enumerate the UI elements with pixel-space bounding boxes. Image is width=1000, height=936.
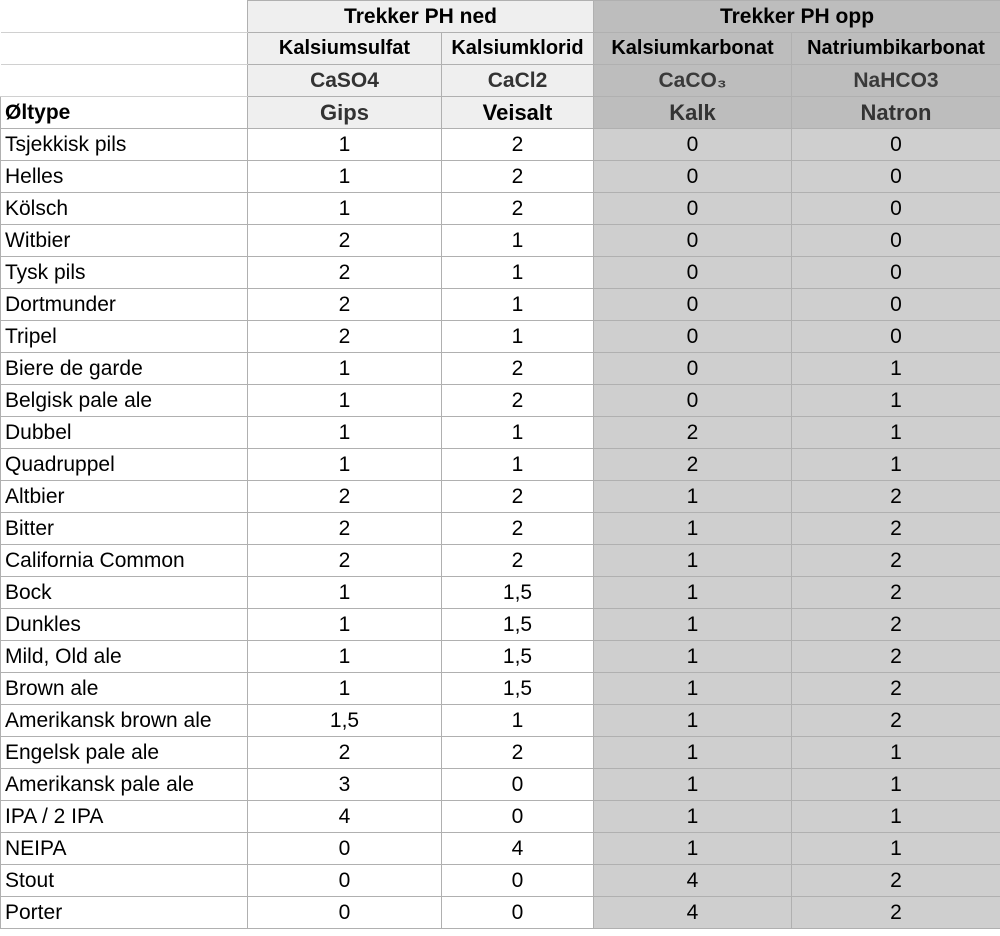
- beer-type-cell: Tsjekkisk pils: [1, 129, 248, 161]
- beer-type-cell: Quadruppel: [1, 449, 248, 481]
- amount-cell: 0: [792, 161, 1000, 193]
- beer-type-cell: Engelsk pale ale: [1, 737, 248, 769]
- amount-cell: 1: [442, 289, 594, 321]
- table-row: [1, 481, 1000, 513]
- amount-cell: 2: [792, 545, 1000, 577]
- beer-type-cell: Kölsch: [1, 193, 248, 225]
- amount-cell: 2: [248, 321, 442, 353]
- amount-cell: 1: [594, 673, 792, 705]
- amount-cell: 0: [792, 193, 1000, 225]
- chemical-name-row: [1, 33, 1000, 65]
- chemical-name-cell: Kalsiumkarbonat: [594, 33, 792, 65]
- amount-cell: 0: [442, 769, 594, 801]
- amount-cell: 2: [248, 257, 442, 289]
- amount-cell: 0: [442, 897, 594, 929]
- amount-cell: 2: [248, 737, 442, 769]
- table-row: [1, 577, 1000, 609]
- amount-cell: 4: [594, 897, 792, 929]
- table-row: [1, 897, 1000, 929]
- amount-cell: 1: [792, 385, 1000, 417]
- common-name-row: [1, 97, 1000, 129]
- table-row: [1, 545, 1000, 577]
- amount-cell: 0: [248, 833, 442, 865]
- amount-cell: 0: [594, 353, 792, 385]
- amount-cell: 1: [248, 353, 442, 385]
- amount-cell: 1: [594, 545, 792, 577]
- amount-cell: 1,5: [442, 673, 594, 705]
- amount-cell: 1: [792, 833, 1000, 865]
- amount-cell: 1: [594, 801, 792, 833]
- table-row: [1, 385, 1000, 417]
- amount-cell: 0: [442, 865, 594, 897]
- amount-cell: 1,5: [442, 609, 594, 641]
- amount-cell: 0: [594, 385, 792, 417]
- amount-cell: 2: [792, 513, 1000, 545]
- amount-cell: 4: [594, 865, 792, 897]
- beer-type-cell: Bock: [1, 577, 248, 609]
- amount-cell: 2: [248, 513, 442, 545]
- amount-cell: 0: [792, 257, 1000, 289]
- table-row: [1, 225, 1000, 257]
- common-name-cell: Natron: [792, 97, 1000, 129]
- amount-cell: 1: [594, 769, 792, 801]
- amount-cell: 1: [594, 609, 792, 641]
- beer-type-cell: Mild, Old ale: [1, 641, 248, 673]
- amount-cell: 1: [248, 385, 442, 417]
- amount-cell: 1: [792, 737, 1000, 769]
- amount-cell: 1: [442, 257, 594, 289]
- amount-cell: 1,5: [442, 577, 594, 609]
- table-row: [1, 609, 1000, 641]
- amount-cell: 1,5: [248, 705, 442, 737]
- amount-cell: 1: [792, 353, 1000, 385]
- amount-cell: 1: [594, 577, 792, 609]
- amount-cell: 0: [594, 193, 792, 225]
- beer-type-cell: Belgisk pale ale: [1, 385, 248, 417]
- amount-cell: 1: [594, 705, 792, 737]
- header-corner: [1, 1, 248, 33]
- amount-cell: 2: [594, 417, 792, 449]
- header-corner: [1, 65, 248, 97]
- amount-cell: 1: [442, 417, 594, 449]
- formula-cell: CaCl2: [442, 65, 594, 97]
- amount-cell: 2: [792, 673, 1000, 705]
- beer-type-cell: Porter: [1, 897, 248, 929]
- amount-cell: 1: [248, 641, 442, 673]
- common-name-cell: Gips: [248, 97, 442, 129]
- amount-cell: 1: [248, 193, 442, 225]
- formula-cell: NaHCO3: [792, 65, 1000, 97]
- chemical-name-cell: Kalsiumsulfat: [248, 33, 442, 65]
- table-row: [1, 673, 1000, 705]
- common-name-cell: Kalk: [594, 97, 792, 129]
- table-row: [1, 161, 1000, 193]
- formula-cell: CaSO4: [248, 65, 442, 97]
- amount-cell: 1: [594, 641, 792, 673]
- beer-type-cell: Dortmunder: [1, 289, 248, 321]
- amount-cell: 1: [792, 417, 1000, 449]
- amount-cell: 1: [594, 481, 792, 513]
- table-row: [1, 129, 1000, 161]
- amount-cell: 1: [248, 129, 442, 161]
- table-row: [1, 289, 1000, 321]
- amount-cell: 1: [594, 513, 792, 545]
- amount-cell: 0: [248, 897, 442, 929]
- amount-cell: 2: [442, 513, 594, 545]
- amount-cell: 3: [248, 769, 442, 801]
- amount-cell: 2: [792, 481, 1000, 513]
- beer-type-cell: Tripel: [1, 321, 248, 353]
- amount-cell: 1: [442, 321, 594, 353]
- amount-cell: 2: [442, 193, 594, 225]
- amount-cell: 1: [248, 161, 442, 193]
- header-corner: [1, 33, 248, 65]
- amount-cell: 1: [248, 609, 442, 641]
- table-row: [1, 737, 1000, 769]
- amount-cell: 2: [792, 705, 1000, 737]
- amount-cell: 2: [442, 129, 594, 161]
- table-row: [1, 801, 1000, 833]
- table-row: [1, 641, 1000, 673]
- chemical-name-cell: Natriumbikarbonat: [792, 33, 1000, 65]
- amount-cell: 1: [248, 417, 442, 449]
- amount-cell: 2: [792, 609, 1000, 641]
- amount-cell: 2: [248, 481, 442, 513]
- table-row: [1, 417, 1000, 449]
- amount-cell: 0: [594, 321, 792, 353]
- beer-type-cell: Bitter: [1, 513, 248, 545]
- table-row: [1, 193, 1000, 225]
- amount-cell: 1: [442, 449, 594, 481]
- amount-cell: 0: [248, 865, 442, 897]
- table-row: [1, 833, 1000, 865]
- beer-type-cell: Brown ale: [1, 673, 248, 705]
- amount-cell: 2: [792, 897, 1000, 929]
- group-ph-down: Trekker PH ned: [248, 1, 594, 33]
- table-row: [1, 353, 1000, 385]
- group-ph-up: Trekker PH opp: [594, 1, 1000, 33]
- amount-cell: 2: [442, 161, 594, 193]
- group-header-row: [1, 1, 1000, 33]
- amount-cell: 4: [248, 801, 442, 833]
- amount-cell: 2: [442, 545, 594, 577]
- amount-cell: 1: [594, 737, 792, 769]
- table-row: [1, 257, 1000, 289]
- amount-cell: 0: [792, 321, 1000, 353]
- beer-type-cell: Stout: [1, 865, 248, 897]
- amount-cell: 0: [594, 161, 792, 193]
- amount-cell: 0: [442, 801, 594, 833]
- amount-cell: 1: [248, 577, 442, 609]
- beer-type-header: Øltype: [1, 97, 248, 129]
- amount-cell: 2: [792, 865, 1000, 897]
- beer-type-cell: Biere de garde: [1, 353, 248, 385]
- beer-type-cell: Amerikansk pale ale: [1, 769, 248, 801]
- amount-cell: 4: [442, 833, 594, 865]
- amount-cell: 1: [248, 673, 442, 705]
- amount-cell: 1,5: [442, 641, 594, 673]
- beer-type-cell: Witbier: [1, 225, 248, 257]
- chemical-name-cell: Kalsiumklorid: [442, 33, 594, 65]
- amount-cell: 2: [248, 545, 442, 577]
- amount-cell: 1: [792, 449, 1000, 481]
- table-row: [1, 705, 1000, 737]
- beer-type-cell: Dunkles: [1, 609, 248, 641]
- amount-cell: 0: [792, 129, 1000, 161]
- beer-type-cell: IPA / 2 IPA: [1, 801, 248, 833]
- amount-cell: 2: [248, 225, 442, 257]
- beer-type-cell: NEIPA: [1, 833, 248, 865]
- amount-cell: 0: [594, 129, 792, 161]
- amount-cell: 0: [792, 289, 1000, 321]
- table-row: [1, 865, 1000, 897]
- common-name-cell: Veisalt: [442, 97, 594, 129]
- amount-cell: 2: [594, 449, 792, 481]
- amount-cell: 0: [594, 225, 792, 257]
- beer-type-cell: Helles: [1, 161, 248, 193]
- amount-cell: 2: [442, 737, 594, 769]
- beer-type-cell: California Common: [1, 545, 248, 577]
- table-row: [1, 513, 1000, 545]
- amount-cell: 1: [442, 225, 594, 257]
- amount-cell: 1: [442, 705, 594, 737]
- amount-cell: 2: [442, 353, 594, 385]
- formula-row: [1, 65, 1000, 97]
- amount-cell: 1: [248, 449, 442, 481]
- beer-type-cell: Dubbel: [1, 417, 248, 449]
- table-row: [1, 321, 1000, 353]
- beer-type-cell: Tysk pils: [1, 257, 248, 289]
- table-row: [1, 769, 1000, 801]
- beer-type-cell: Altbier: [1, 481, 248, 513]
- table-row: [1, 449, 1000, 481]
- formula-cell: CaCO₃: [594, 65, 792, 97]
- amount-cell: 0: [594, 289, 792, 321]
- amount-cell: 1: [594, 833, 792, 865]
- amount-cell: 1: [792, 801, 1000, 833]
- amount-cell: 2: [248, 289, 442, 321]
- amount-cell: 0: [792, 225, 1000, 257]
- amount-cell: 0: [594, 257, 792, 289]
- amount-cell: 2: [442, 481, 594, 513]
- amount-cell: 1: [792, 769, 1000, 801]
- beer-type-cell: Amerikansk brown ale: [1, 705, 248, 737]
- amount-cell: 2: [442, 385, 594, 417]
- amount-cell: 2: [792, 641, 1000, 673]
- amount-cell: 2: [792, 577, 1000, 609]
